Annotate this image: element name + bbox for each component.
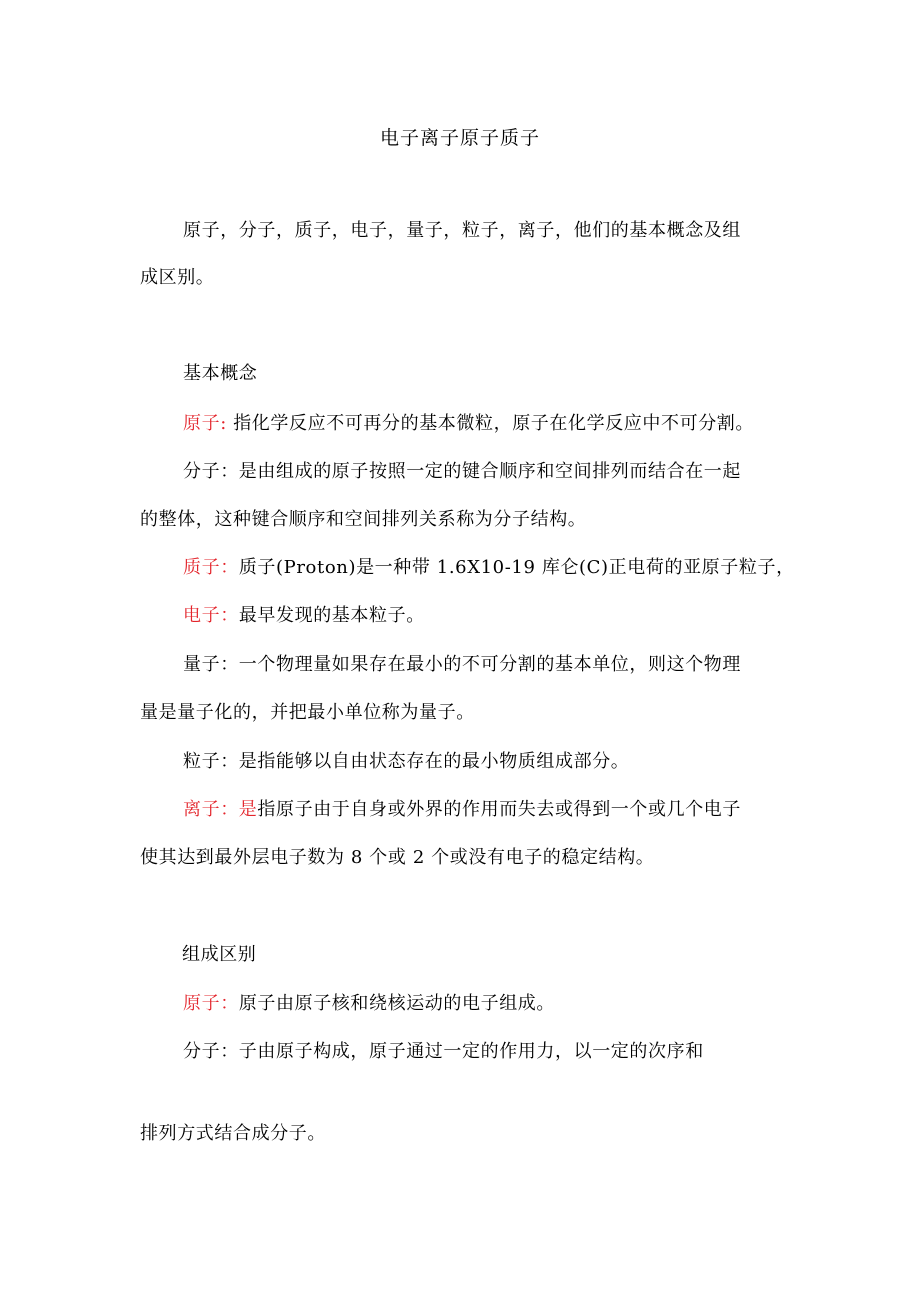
proton-definition — [0, 556, 920, 580]
quantum-definition-line-1: 量子：一个物理量如果存在最小的不可分割的基本单位，则这个物理 — [183, 654, 741, 675]
particle-definition: 粒子：是指能够以自由状态存在的最小物质组成部分。 — [183, 751, 630, 772]
atom-composition — [0, 992, 920, 1016]
atom-text: 指化学反应不可再分的基本微粒，原子在化学反应中不可分割。 — [226, 413, 754, 434]
molecule-definition-line-2: 的整体，这种键合顺序和空间排列关系称为分子结构。 — [140, 509, 587, 530]
ion-definition-line-2: 使其达到最外层电子数为 8 个或 2 个或没有电子的稳定结构。 — [140, 847, 655, 868]
molecule-definition-line-1: 分子：是由组成的原子按照一定的键合顺序和空间排列而结合在一起 — [183, 461, 741, 482]
intro-line-1: 原子，分子，质子，电子，量子，粒子，离子，他们的基本概念及组 — [183, 220, 741, 241]
molecule-composition-line-1: 分子：子由原子构成，原子通过一定的作用力，以一定的次序和 — [183, 1041, 704, 1062]
atom-composition-text: 原子由原子核和绕核运动的电子组成。 — [238, 993, 556, 1014]
ion-definition-line-1 — [0, 798, 920, 822]
atom-label: 原子: — [183, 413, 227, 434]
intro-line-2: 成区别。 — [140, 267, 215, 288]
molecule-composition-line-2: 排列方式结合成分子。 — [140, 1123, 326, 1144]
composition-difference-heading: 组成区别 — [182, 944, 257, 965]
electron-label: 电子： — [183, 605, 239, 626]
page-title: 电子离子原子质子 — [379, 127, 540, 149]
atom-definition — [0, 412, 920, 436]
atom-composition-label: 原子： — [183, 993, 239, 1014]
proton-label: 质子： — [183, 557, 239, 578]
ion-text: 指原子由于自身或外界的作用而失去或得到一个或几个电子 — [257, 799, 742, 820]
basic-concepts-heading: 基本概念 — [183, 363, 258, 384]
ion-label: 离子：是 — [183, 799, 258, 820]
electron-text: 最早发现的基本粒子。 — [238, 605, 425, 626]
quantum-definition-line-2: 量是量子化的，并把最小单位称为量子。 — [140, 702, 475, 723]
proton-text: 质子(Proton)是一种带 1.6X10-19 库仑(C)正电荷的亚原子粒子， — [238, 557, 795, 578]
electron-definition — [0, 604, 920, 628]
